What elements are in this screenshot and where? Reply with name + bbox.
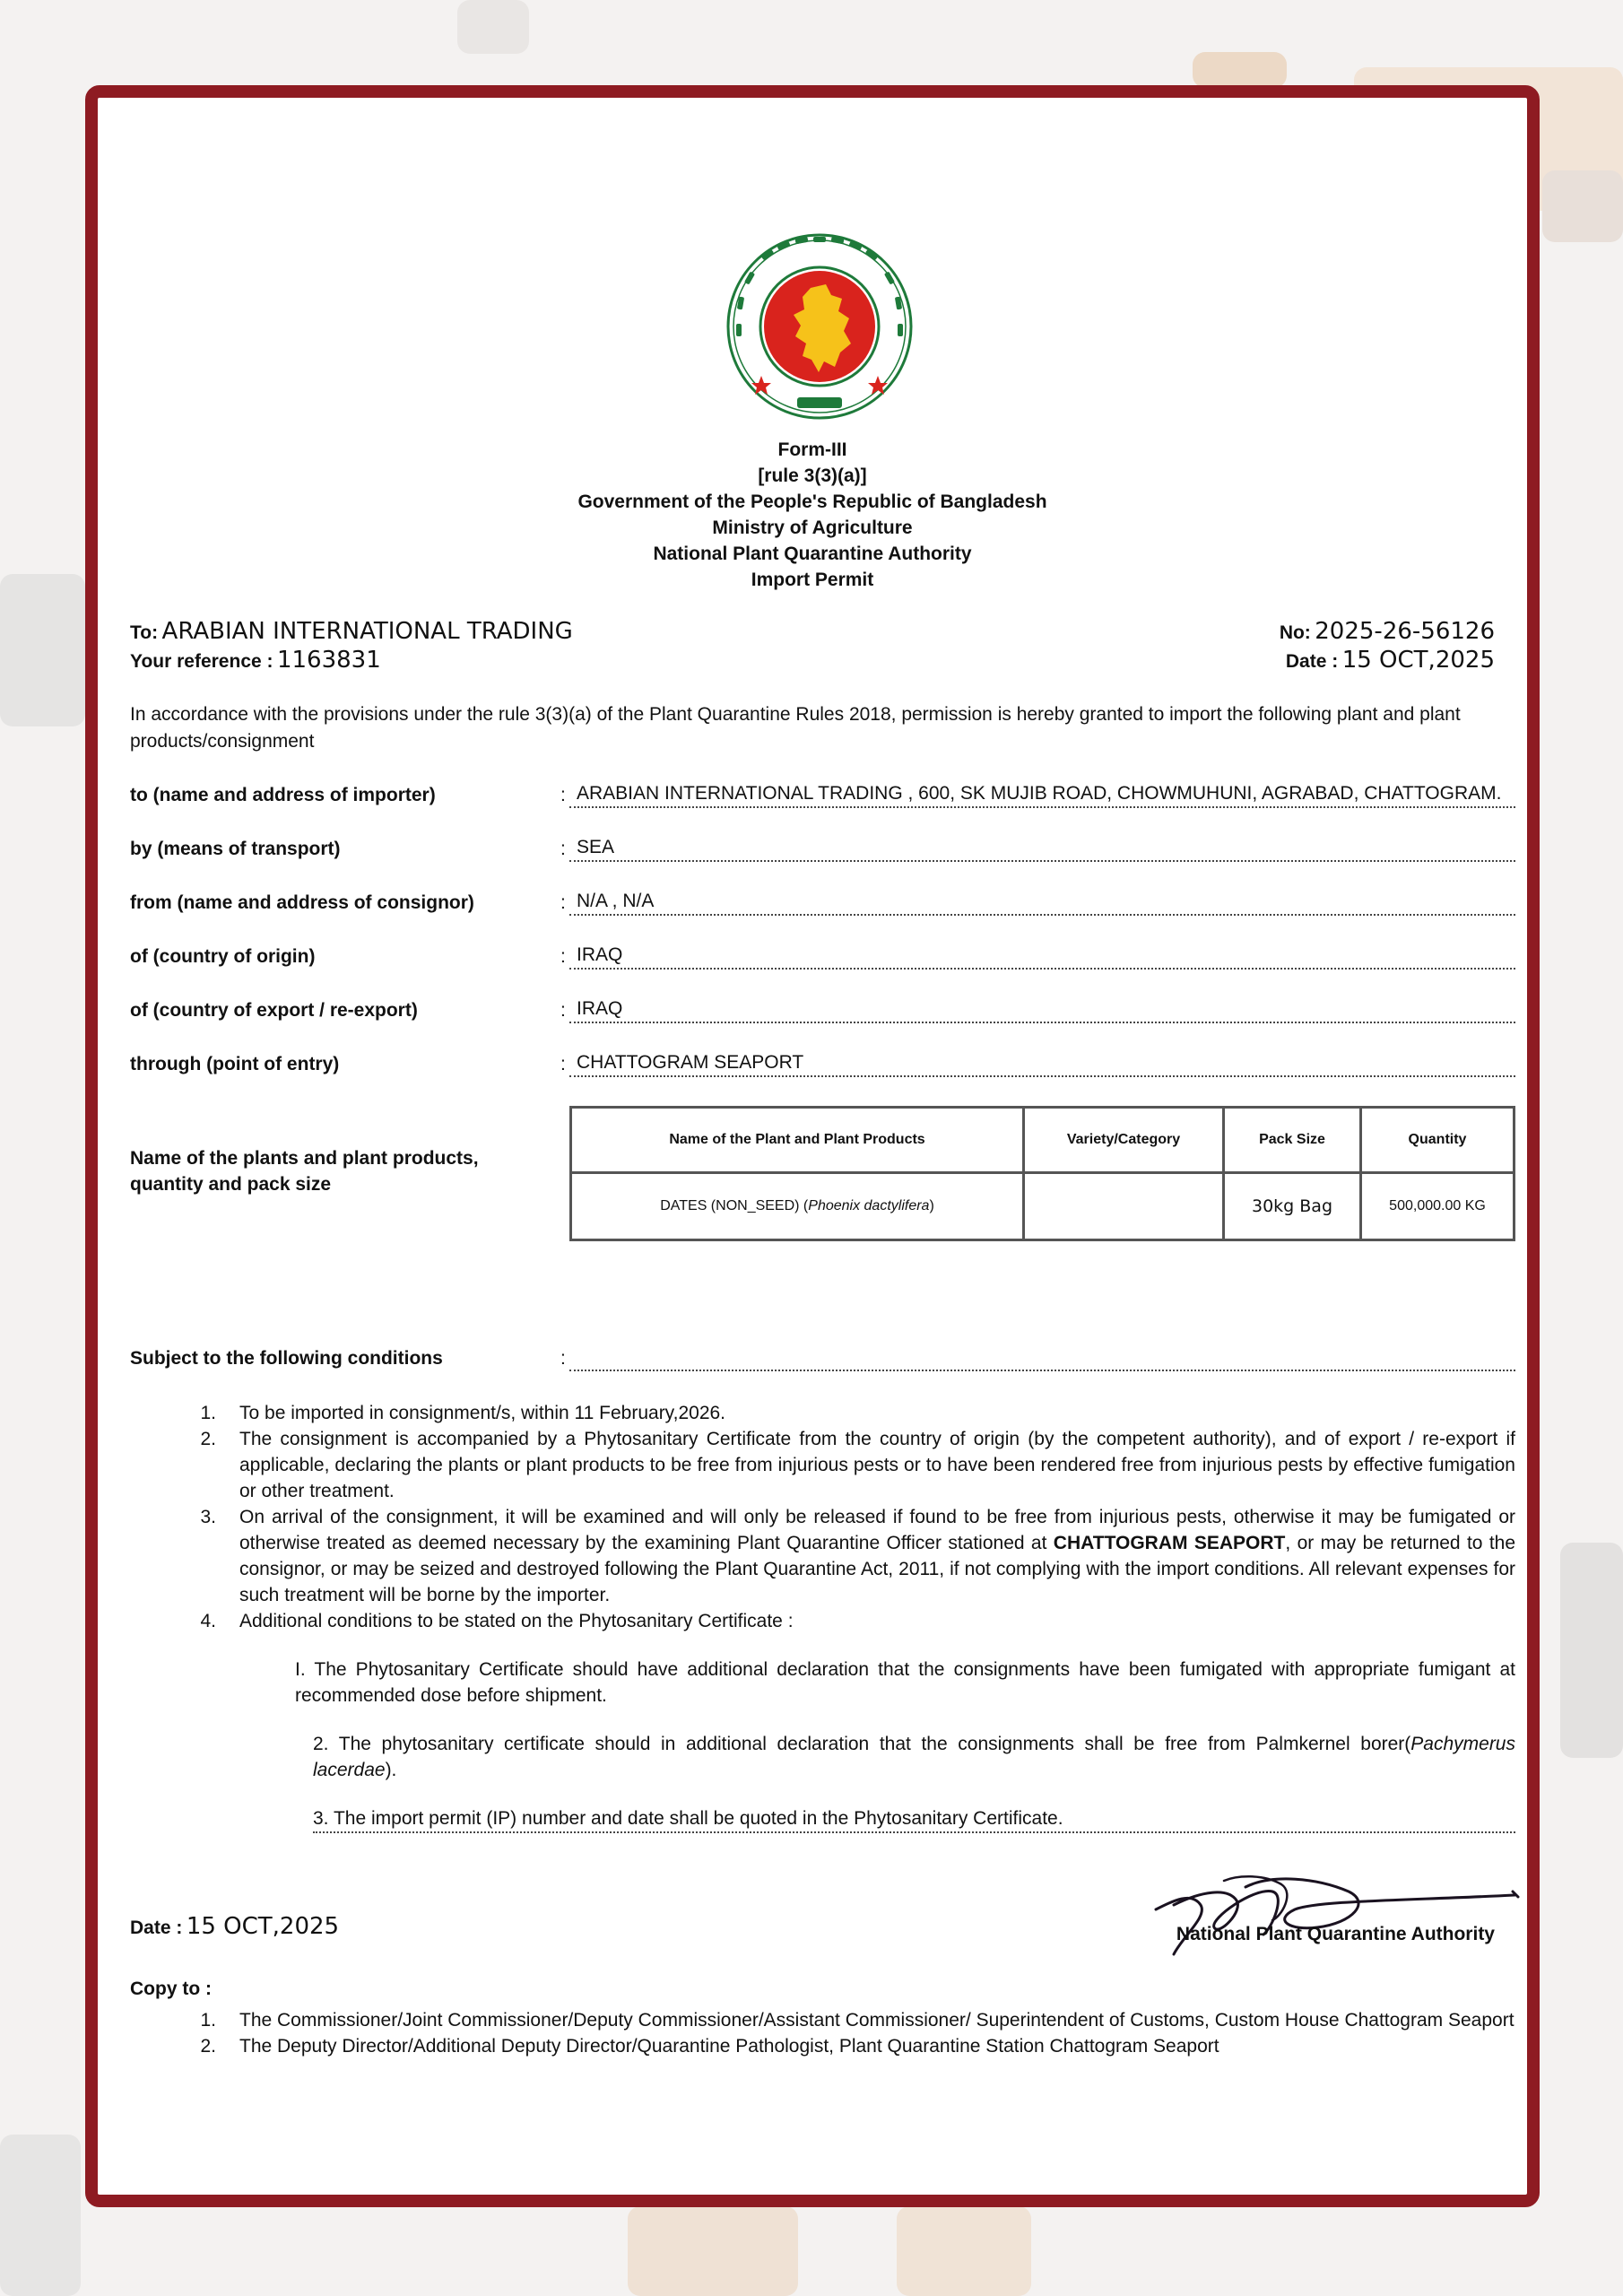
table-row <box>571 1173 1515 1240</box>
document-header <box>98 437 1527 593</box>
signatory-title: National Plant Quarantine Authority <box>1176 1924 1495 1944</box>
condition-text: Additional conditions to be stated on the Phytosanitary Certificate : <box>239 1611 794 1631</box>
field-label-transport: by (means of transport) <box>130 839 341 859</box>
intro-paragraph: In accordance with the provisions under the rule 3(3)(a) of the Plant Quarantine Rules 2018, permission is hereby granted to import the following plant and plant products/consignment <box>130 704 1461 752</box>
field-colon: : <box>560 839 566 859</box>
entry-point-emphasis: CHATTOGRAM SEAPORT <box>1053 1533 1286 1553</box>
field-value-importer: ARABIAN INTERNATIONAL TRADING , 600, SK MUJIB ROAD, CHOWMUHUNI, AGRABAD, CHATTOGRAM. <box>569 783 1515 808</box>
additional-condition-3: 3. The import permit (IP) number and date shall be quoted in the Phytosanitary Certificate. <box>313 1805 1515 1833</box>
condition-number: 2. <box>200 1429 216 1449</box>
additional-condition-text: 2. The phytosanitary certificate should in additional declaration that the consignments shall be free from Palmkernel borer( <box>313 1734 1411 1754</box>
field-value-transport: SEA <box>569 837 1515 862</box>
condition-text-part: On arrival of the consignment, it will be examined and will only be released if found to be free from injurious pests, otherwise it may be fumigated or otherwise treated as deemed necessary by the examining Plant Quarantine Officer stationed at <box>239 1507 1515 1553</box>
government-name: Government of the People's Republic of Bangladesh <box>577 491 1047 512</box>
footer-date-value: 15 OCT,2025 <box>186 1913 340 1940</box>
copy-to-label: Copy to : <box>130 1979 212 1999</box>
plants-label-line1: Name of the plants and plant products, <box>130 1148 479 1169</box>
authority-name: National Plant Quarantine Authority <box>653 544 972 564</box>
column-header-quantity: Quantity <box>1361 1108 1515 1173</box>
bangladesh-government-emblem <box>725 232 914 421</box>
table-header-row <box>571 1108 1515 1173</box>
condition-number: 3. <box>200 1507 216 1527</box>
number-label: No: <box>1279 622 1311 643</box>
additional-condition-2 <box>313 1731 1515 1783</box>
permit-date <box>1286 647 1495 674</box>
condition-text-part: , or may be returned to the consignor, or may be seized and destroyed following the Plant Quarantine Act, 2011, if not complying with the import conditions. All relevant expenses for such treatment will be borne by the importer. <box>239 1533 1516 1605</box>
background-decoration <box>0 2135 81 2296</box>
background-decoration <box>0 574 85 726</box>
conditions-value <box>569 1346 1515 1371</box>
reference-value: 1163831 <box>276 647 381 674</box>
field-value-consignor: N/A , N/A <box>569 891 1515 916</box>
background-decoration <box>457 0 529 54</box>
copy-text: The Commissioner/Joint Commissioner/Deputy Commissioner/Assistant Commissioner/ Superintendent of Customs, Custom House Chattogram Seaport <box>239 2010 1515 2031</box>
background-decoration <box>1542 170 1623 242</box>
field-label-origin: of (country of origin) <box>130 946 316 967</box>
addressee-to <box>130 618 573 645</box>
condition-text: To be imported in consignment/s, within 11 February,2026. <box>239 1403 726 1423</box>
field-colon: : <box>560 1054 566 1074</box>
permit-number <box>1280 618 1495 645</box>
pest-scientific-name: Pachymerus lacerdae <box>313 1734 1515 1780</box>
your-reference <box>130 647 381 674</box>
column-header-variety: Variety/Category <box>1024 1108 1224 1173</box>
plants-table <box>569 1106 1515 1241</box>
date-value: 15 OCT,2025 <box>1341 647 1495 674</box>
to-value: ARABIAN INTERNATIONAL TRADING <box>161 618 573 645</box>
additional-condition-text: ). <box>385 1760 397 1780</box>
date-label: Date : <box>1285 651 1339 672</box>
footer-date-label: Date : <box>130 1918 183 1938</box>
signature-image <box>1138 1838 1523 1972</box>
background-decoration <box>897 2206 1031 2296</box>
plant-name-close: ) <box>929 1198 934 1213</box>
condition-text <box>239 1504 1515 1608</box>
field-label-entry-point: through (point of entry) <box>130 1054 340 1074</box>
field-value-entry-point: CHATTOGRAM SEAPORT <box>569 1052 1515 1077</box>
footer-date <box>130 1913 339 1940</box>
conditions-list <box>130 1400 1515 1833</box>
condition-item <box>130 1504 1515 1608</box>
cell-quantity: 500,000.00 KG <box>1361 1173 1515 1240</box>
condition-item <box>130 1400 1515 1426</box>
copy-text: The Deputy Director/Additional Deputy Director/Quarantine Pathologist, Plant Quarantine Station Chattogram Seaport <box>239 2036 1219 2057</box>
column-header-name: Name of the Plant and Plant Products <box>571 1108 1024 1173</box>
copy-number: 2. <box>200 2036 216 2057</box>
background-decoration <box>628 2206 798 2296</box>
condition-number: 1. <box>200 1403 216 1423</box>
form-number: Form-III <box>777 439 847 460</box>
condition-number: 4. <box>200 1611 216 1631</box>
plants-label-line2: quantity and pack size <box>130 1174 332 1195</box>
field-label-consignor: from (name and address of consignor) <box>130 892 474 913</box>
field-colon: : <box>560 785 566 805</box>
field-colon: : <box>560 1348 566 1369</box>
field-value-origin: IRAQ <box>569 944 1515 970</box>
copy-item <box>130 2007 1515 2033</box>
copy-to-section <box>130 1976 1515 2059</box>
plant-name: DATES (NON_SEED) ( <box>660 1198 809 1213</box>
condition-text: The consignment is accompanied by a Phytosanitary Certificate from the country of origin (by the competent authority), and of export / re-export if applicable, declaring the plants or plant products to be free from injurious pests or to have been rendered free from injurious pests by effective fumigation or other treatment. <box>239 1429 1515 1501</box>
cell-plant-name <box>571 1173 1024 1240</box>
copy-item <box>130 2033 1515 2059</box>
field-colon: : <box>560 946 566 967</box>
field-colon: : <box>560 892 566 913</box>
field-label-importer: to (name and address of importer) <box>130 785 436 805</box>
cell-variety <box>1024 1173 1224 1240</box>
background-decoration <box>1560 1543 1623 1758</box>
field-label-export: of (country of export / re-export) <box>130 1000 418 1021</box>
conditions-label: Subject to the following conditions <box>130 1348 443 1369</box>
field-colon: : <box>560 1000 566 1021</box>
number-value: 2025-26-56126 <box>1315 618 1495 645</box>
copy-number: 1. <box>200 2010 216 2031</box>
ministry-name: Ministry of Agriculture <box>712 517 913 538</box>
document-content <box>98 98 1527 2195</box>
field-value-export: IRAQ <box>569 998 1515 1023</box>
cell-pack-size: 30kg Bag <box>1224 1173 1361 1240</box>
document-frame <box>85 85 1540 2207</box>
background-decoration <box>1193 52 1287 88</box>
to-label: To: <box>130 622 159 643</box>
column-header-pack-size: Pack Size <box>1224 1108 1361 1173</box>
plants-label <box>130 1145 479 1197</box>
additional-condition-1: I. The Phytosanitary Certificate should have additional declaration that the consignments have been fumigated with appropriate fumigant at recommended dose before shipment. <box>295 1659 1515 1706</box>
condition-item <box>130 1426 1515 1504</box>
reference-label: Your reference : <box>130 651 273 672</box>
document-type: Import Permit <box>751 570 874 590</box>
rule-reference: [rule 3(3)(a)] <box>758 465 867 486</box>
plant-scientific-name: Phoenix dactylifera <box>808 1198 930 1213</box>
condition-item <box>130 1608 1515 1634</box>
